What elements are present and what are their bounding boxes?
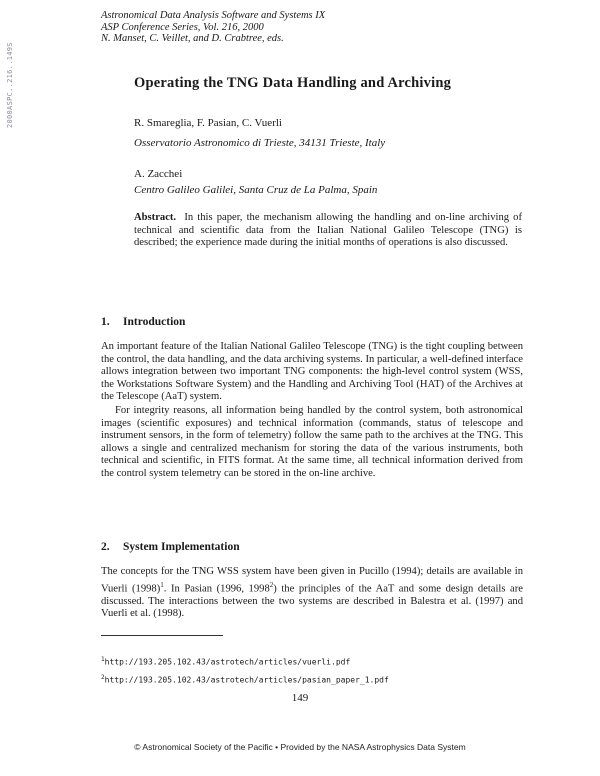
footnote-ref-1: 1 xyxy=(160,580,164,589)
section-1-number: 1. xyxy=(101,316,110,328)
authors-group-2: A. Zacchei xyxy=(134,168,183,180)
ads-credit-footer: © Astronomical Society of the Pacific • Provided by the NASA Astrophysics Data System xyxy=(134,742,466,752)
section-2-number: 2. xyxy=(101,541,110,553)
paper-title: Operating the TNG Data Handling and Archiving xyxy=(134,75,452,91)
section-1-heading xyxy=(101,316,185,328)
impl-text-c: ) the principles of the AaT and some design details are discussed. The interactions between the two systems are described in Balestra et al. (1997) and Vuerli et al. (1998). xyxy=(101,583,523,620)
affiliation-1: Osservatorio Astronomico di Trieste, 34131 Trieste, Italy xyxy=(134,137,386,149)
affiliation-2: Centro Galileo Galilei, Santa Cruz de La Palma, Spain xyxy=(134,184,378,196)
footnote-ref-2: 2 xyxy=(269,580,274,589)
footnote-1 xyxy=(101,656,350,667)
abstract-label: Abstract. xyxy=(134,212,177,223)
section-2-heading xyxy=(101,541,240,553)
series-header xyxy=(101,10,325,45)
abstract-text: In this paper, the mechanism allowing the handling and on-line archiving of technical and scientific data from the Italian National Galileo Telescope (TNG) is described; the experience made during the initial months of operations is also discussed. xyxy=(134,212,522,249)
series-line-1: Astronomical Data Analysis Software and Systems IX xyxy=(101,10,326,21)
authors-group-1: R. Smareglia, F. Pasian, C. Vuerli xyxy=(134,117,282,129)
section-1-title: Introduction xyxy=(123,316,186,328)
bibcode-text: 2000ASPC..216..149S xyxy=(6,42,14,128)
impl-text-a: The concepts for the TNG WSS system have been given in Pucillo (1994); details are available in Vuerli (1998) xyxy=(101,566,523,595)
implementation-paragraph xyxy=(101,566,523,621)
footnote-1-url: http://193.205.102.43/astrotech/articles/vuerli.pdf xyxy=(104,657,351,667)
intro-paragraph-1: An important feature of the Italian National Galileo Telescope (TNG) is the tight coupling between the control, the data handling, and the data archiving systems. In particular, a well-defined interface allows integration between two important TNG components: the high-level control system (WSS, the Workstations Software System) and the Handling and Archiving Tool (HAT) of the Archives at the Telescope (AaT) system. xyxy=(101,341,523,403)
impl-text-b: . In Pasian (1996, 1998 xyxy=(163,583,270,595)
footnote-1-mark: 1 xyxy=(101,656,105,663)
footnote-2-url: http://193.205.102.43/astrotech/articles/pasian_paper_1.pdf xyxy=(104,675,389,685)
intro-paragraph-2: For integrity reasons, all information being handled by the control system, both astronomical images (scientific exposures) and technical information (commands, status of telescope and instrument sensors, in the form of telemetry) follow the same path to the archives at the TNG. This allows a single and centralized mechanism for storing the data of the various instruments, both technical and scientific, in FITS format. At the same time, all technical information derived from the control system telemetry can be stored in the on-line archive. xyxy=(101,405,523,479)
section-2-title: System Implementation xyxy=(123,541,240,553)
series-line-3: N. Manset, C. Veillet, and D. Crabtree, eds. xyxy=(101,33,284,44)
footnote-2-mark: 2 xyxy=(101,674,105,681)
abstract xyxy=(134,212,522,250)
footnote-rule xyxy=(101,635,223,636)
series-line-2: ASP Conference Series, Vol. 216, 2000 xyxy=(101,21,264,33)
page-number: 149 xyxy=(291,692,309,704)
side-identifier xyxy=(6,28,18,128)
footnote-2 xyxy=(101,674,389,685)
